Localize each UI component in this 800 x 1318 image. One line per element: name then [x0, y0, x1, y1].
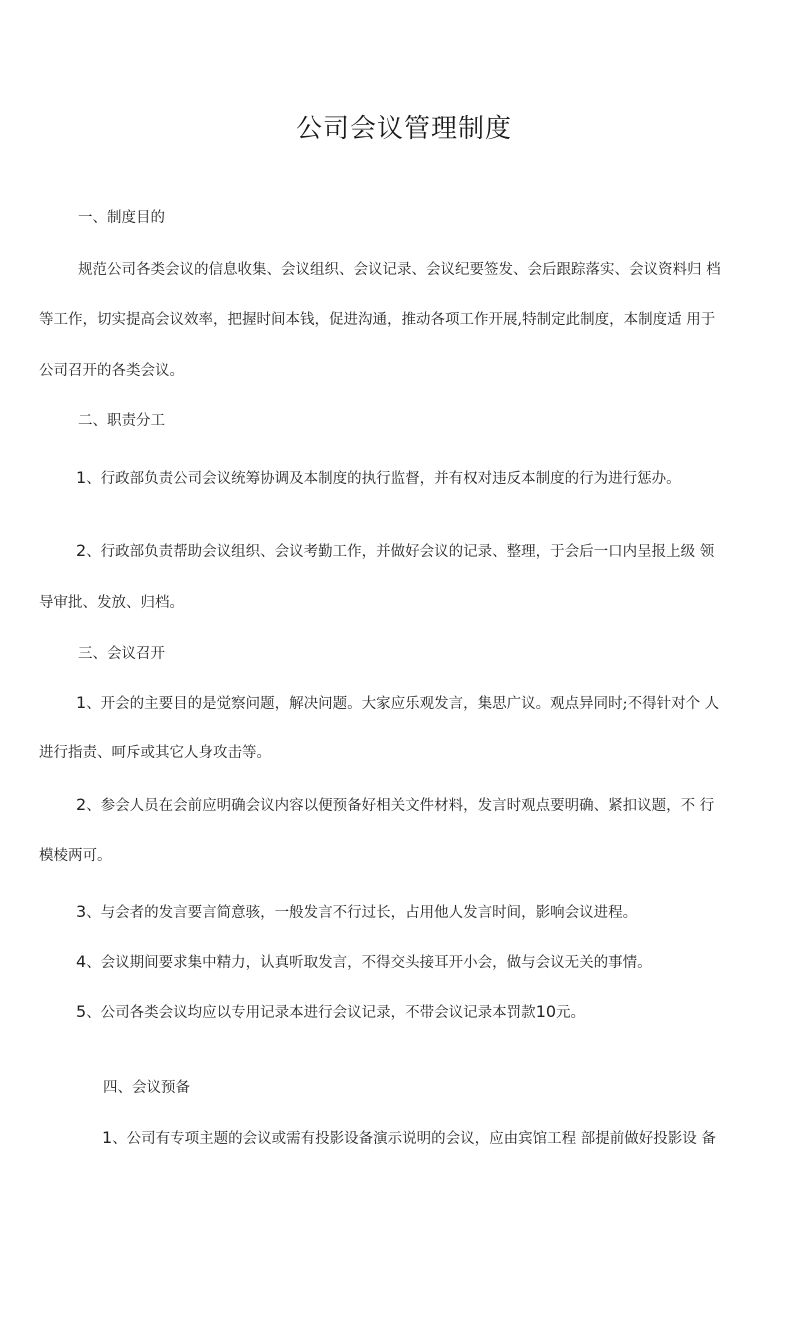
list-item-text: 元。 [556, 1005, 586, 1021]
section-heading-preparation: 四、会议预备 [103, 1080, 190, 1096]
list-item-number: 4 [76, 952, 87, 971]
paragraph-line: 规范公司各类会议的信息收集、会议组织、会议记录、会议纪要签发、会后跟踪落实、会议资料归 档 [78, 262, 721, 278]
list-item-number: 2 [76, 795, 87, 814]
list-item [76, 693, 719, 714]
list-item-number: 3 [76, 902, 87, 921]
paragraph-line: 等工作，切实提高会议效率，把握时间本钱，促进沟通，推动各项工作开展,特制定此制度，本制度适 用于 [39, 312, 716, 328]
list-item-number: 1 [102, 1128, 113, 1147]
list-item [76, 795, 714, 816]
list-item-text: 、与会者的发言要言简意骇，一般发言不行过长，占用他人发言时间，影响会议进程。 [86, 905, 638, 921]
section-heading-meeting: 三、会议召开 [78, 646, 165, 662]
list-item [76, 541, 714, 562]
fine-amount: 10 [535, 1002, 557, 1021]
paragraph-line: 进行指责、呵斥或其它人身攻击等。 [39, 745, 271, 761]
list-item [76, 952, 652, 973]
list-item-number: 1 [76, 693, 87, 712]
list-item-text: 、参会人员在会前应明确会议内容以便预备好相关文件材料，发言时观点要明确、紧扣议题，不 行 [86, 798, 715, 814]
list-item-text: 、行政部负责公司会议统筹协调及本制度的执行监督，并有权对违反本制度的行为进行惩办。 [86, 471, 681, 487]
paragraph-line: 公司召开的各类会议。 [39, 363, 184, 379]
page-title: 公司会议管理制度 [295, 114, 512, 144]
list-item [76, 1002, 585, 1023]
list-item [102, 1128, 716, 1149]
paragraph-line: 导审批、发放、归档。 [39, 595, 184, 611]
list-item-text: 、公司各类会议均应以专用记录本进行会议记录，不带会议记录本罚款 [86, 1005, 536, 1021]
list-item-text: 、公司有专项主题的会议或需有投影设备演示说明的会议，应由宾馆工程 部提前做好投影设 备 [112, 1131, 716, 1147]
list-item-text: 、行政部负责帮助会议组织、会议考勤工作，并做好会议的记录、整理，于会后一口内呈报上级 领 [86, 544, 715, 560]
list-item [76, 468, 681, 489]
list-item-number: 1 [76, 468, 87, 487]
list-item [76, 902, 637, 923]
section-heading-purpose: 一、制度目的 [78, 210, 165, 226]
list-item-text: 、开会的主要目的是觉察问题，解决问题。大家应乐观发言，集思广议。观点异同时;不得针对个 人 [86, 696, 720, 712]
list-item-number: 5 [76, 1002, 87, 1021]
paragraph-line: 模棱两可。 [39, 848, 112, 864]
section-heading-duties: 二、职责分工 [78, 413, 165, 429]
list-item-text: 、会议期间要求集中精力，认真听取发言，不得交头接耳开小会，做与会议无关的事情。 [86, 955, 652, 971]
list-item-number: 2 [76, 541, 87, 560]
